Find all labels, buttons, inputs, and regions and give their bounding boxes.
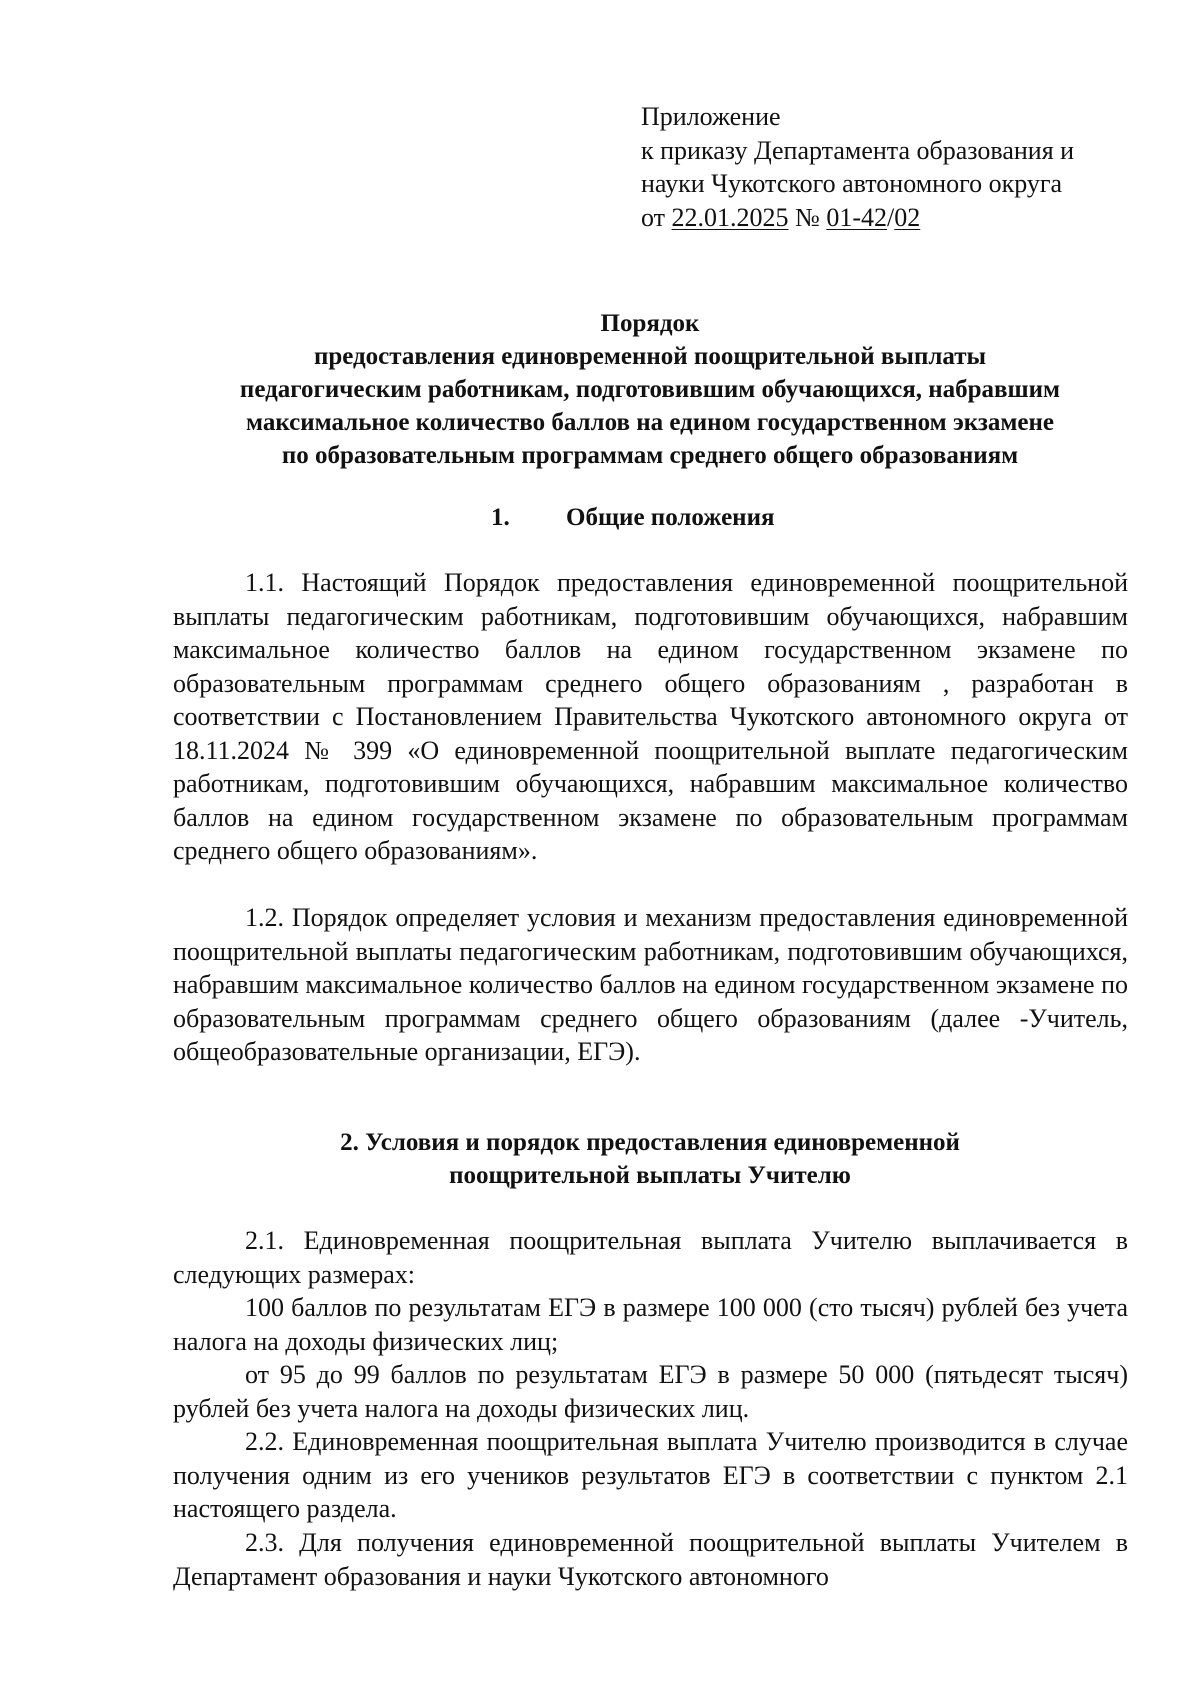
paragraph-2-1: 2.1. Единовременная поощрительная выплата Учителю выплачивается в следующих размерах: [173,1226,1128,1289]
appendix-block [641,100,1141,234]
document-title [150,307,1150,472]
appendix-department-line: науки Чукотского автономного округа [641,169,1063,198]
section-2-heading-line-2: поощрительной выплаты Учителю [449,1162,851,1189]
appendix-number-part1: 01-42 [826,202,888,232]
paragraph-2-1-amount-100: 100 баллов по результатам ЕГЭ в размере 100 000 (сто тысяч) рублей без учета налога на доходы физических лиц; [173,1293,1128,1356]
title-line-3: педагогическим работникам, подготовившим обучающихся, набравшим [239,376,1061,403]
section-1-title: Общие положения [566,504,775,531]
appendix-date-number-line [641,201,1141,235]
appendix-from: от [641,202,672,232]
title-line-1: Порядок [600,310,700,337]
section-2-heading-line-1: 2. Условия и порядок предоставления единовременной [340,1129,960,1156]
appendix-number-part2: 02 [894,202,921,232]
paragraph-2-1-amount-95-99: от 95 до 99 баллов по результатам ЕГЭ в размере 50 000 (пятьдесят тысяч) рублей без учета налога на доходы физических лиц. [173,1360,1128,1423]
section-1-number: 1. [491,504,510,531]
appendix-no-sign: № [788,202,827,232]
paragraph-2-2: 2.2. Единовременная поощрительная выплата Учителю производится в случае получения одним из его учеников результатов ЕГЭ в соответствии с пунктом 2.1 настоящего раздела. [173,1427,1128,1523]
title-line-5: по образовательным программам среднего общего образованиям [281,442,1019,469]
appendix-label: Приложение [641,102,781,131]
paragraph-1-1: 1.1. Настоящий Порядок предоставления единовременной поощрительной выплаты педагогическим работникам, подготовившим обучающихся, набравшим максимальное количество баллов на едином государственном экзамене по образовательным программам среднего общего образованиям , разработан в соответствии с Постановлением Правительства Чукотского автономного округа от 18.11.2024 № 399 «О единовременной поощрительной выплате педагогическим работникам, подготовившим обучающихся, набравшим максимальное количество баллов на едином государственном экзамене по образовательным программам среднего общего образованиям». [173,568,1128,865]
paragraph-1-2: 1.2. Порядок определяет условия и механизм предоставления единовременной поощрительной выплаты педагогическим работникам, подготовившим обучающихся, набравшим максимальное количество баллов на едином государственном экзамене по образовательным программам среднего общего образованиям (далее -Учитель, общеобразовательные организации, ЕГЭ). [173,903,1128,1066]
title-line-2: предоставления единовременной поощрительной выплаты [313,343,987,370]
appendix-number-slash: / [887,202,895,232]
appendix-order-line: к приказу Департамента образования и [641,135,1075,165]
appendix-date: 22.01.2025 [671,202,789,232]
paragraph-2-3: 2.3. Для получения единовременной поощрительной выплаты Учителем в Департамент образования и науки Чукотского автономного [173,1528,1128,1591]
section-2-heading [150,1126,1150,1192]
title-line-4: максимальное количество баллов на едином государственном экзамене [245,409,1055,436]
